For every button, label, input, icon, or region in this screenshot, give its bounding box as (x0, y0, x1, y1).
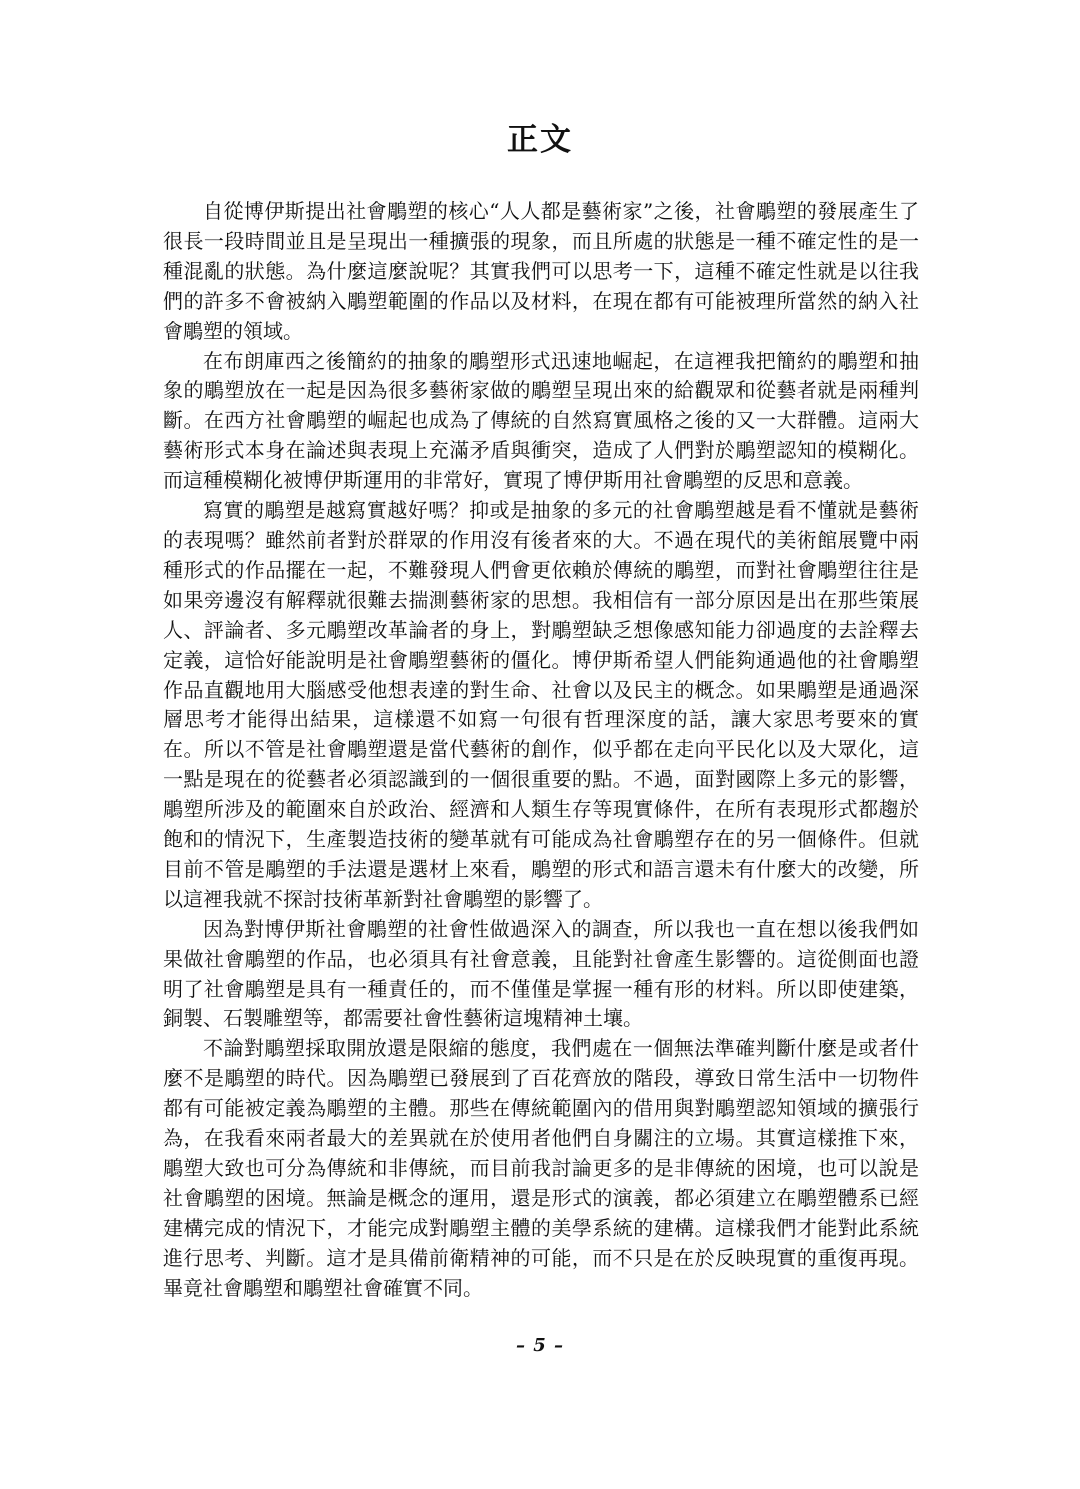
page-title: 正文 (507, 122, 573, 158)
paragraph-5: 不論對鵰塑採取開放還是限縮的態度，我們處在一個無法準確判斷什麼是或者什麼不是鵰塑的時代。因為鵰塑已發展到了百花齊放的階段，導致日常生活中一切物件都有可能被定義為鵰塑的主體。那些在傳統範圍內的借用與對鵰塑認知領域的擴張行為，在我看來兩者最大的差異就在於使用者他們自身關注的立場。其實這樣推下來，鵰塑大致也可分為傳統和非傳統，而目前我討論更多的是非傳統的困境，也可以說是社會鵰塑的困境。無論是概念的運用，還是形式的演義，都必須建立在鵰塑體系已經建構完成的情況下，才能完成對鵰塑主體的美學系統的建構。這樣我們才能對此系統進行思考、判斷。這才是具備前衛精神的可能，而不只是在於反映現實的重復再現。畢竟社會鵰塑和鵰塑社會確實不同。 (163, 1036, 919, 1300)
paragraph-4: 因為對博伊斯社會鵰塑的社會性做過深入的調查，所以我也一直在想以後我們如果做社會鵰塑的作品，也必須具有社會意義，且能對社會產生影響的。這從側面也證明了社會鵰塑是具有一種責任的，而不僅僅是掌握一種有形的材料。所以即使建築，銅製、石製雕塑等，都需要社會性藝術這塊精神土壤。 (163, 916, 919, 1031)
paragraph-2: 在布朗庫西之後簡約的抽象的鵰塑形式迅速地崛起，在這裡我把簡約的鵰塑和抽象的鵰塑放在一起是因為很多藝術家做的鵰塑呈現出來的給觀眾和從藝者就是兩種判斷。在西方社會鵰塑的崛起也成為了傳統的自然寫實風格之後的又一大群體。這兩大藝術形式本身在論述與表現上充滿矛盾與衝突，造成了人們對於鵰塑認知的模糊化。而這種模糊化被博伊斯運用的非常好，實現了博伊斯用社會鵰塑的反思和意義。 (163, 348, 919, 493)
page-number: – 5 – (515, 1335, 565, 1356)
body-text (163, 197, 919, 1304)
paragraph-3: 寫實的鵰塑是越寫實越好嗎？抑或是抽象的多元的社會鵰塑越是看不懂就是藝術的表現嗎？雖然前者對於群眾的作用沒有後者來的大。不過在現代的美術館展覽中兩種形式的作品擺在一起，不難發現人們會更依賴於傳統的鵰塑，而對社會鵰塑往往是如果旁邊沒有解釋就很難去揣測藝術家的思想。我相信有一部分原因是出在那些策展人、評論者、多元鵰塑改革論者的身上，對鵰塑缺乏想像感知能力卻過度的去詮釋去定義，這恰好能說明是社會鵰塑藝術的僵化。博伊斯希望人們能夠通過他的社會鵰塑作品直觀地用大腦感受他想表達的對生命、社會以及民主的概念。如果鵰塑是通過深層思考才能得出結果，這樣還不如寫一句很有哲理深度的話，讓大家思考要來的實在。所以不管是社會鵰塑還是當代藝術的創作，似乎都在走向平民化以及大眾化，這一點是現在的從藝者必須認識到的一個很重要的點。不過，面對國際上多元的影響，鵰塑所涉及的範圍來自於政治、經濟和人類生存等現實條件，在所有表現形式都趨於飽和的情況下，生產製造技術的變革就有可能成為社會鵰塑存在的另一個條件。但就目前不管是鵰塑的手法還是選材上來看，鵰塑的形式和語言還未有什麼大的改變，所以這裡我就不探討技術革新對社會鵰塑的影響了。 (163, 498, 919, 911)
paragraph-1: 自從博伊斯提出社會鵰塑的核心“人人都是藝術家”之後，社會鵰塑的發展產生了很長一段時間並且是呈現出一種擴張的現象，而且所處的狀態是一種不確定性的是一種混亂的狀態。為什麼這麼說呢？其實我們可以思考一下，這種不確定性就是以往我們的許多不會被納入鵰塑範圍的作品以及材料，在現在都有可能被理所當然的納入社會鵰塑的領域。 (163, 199, 919, 343)
